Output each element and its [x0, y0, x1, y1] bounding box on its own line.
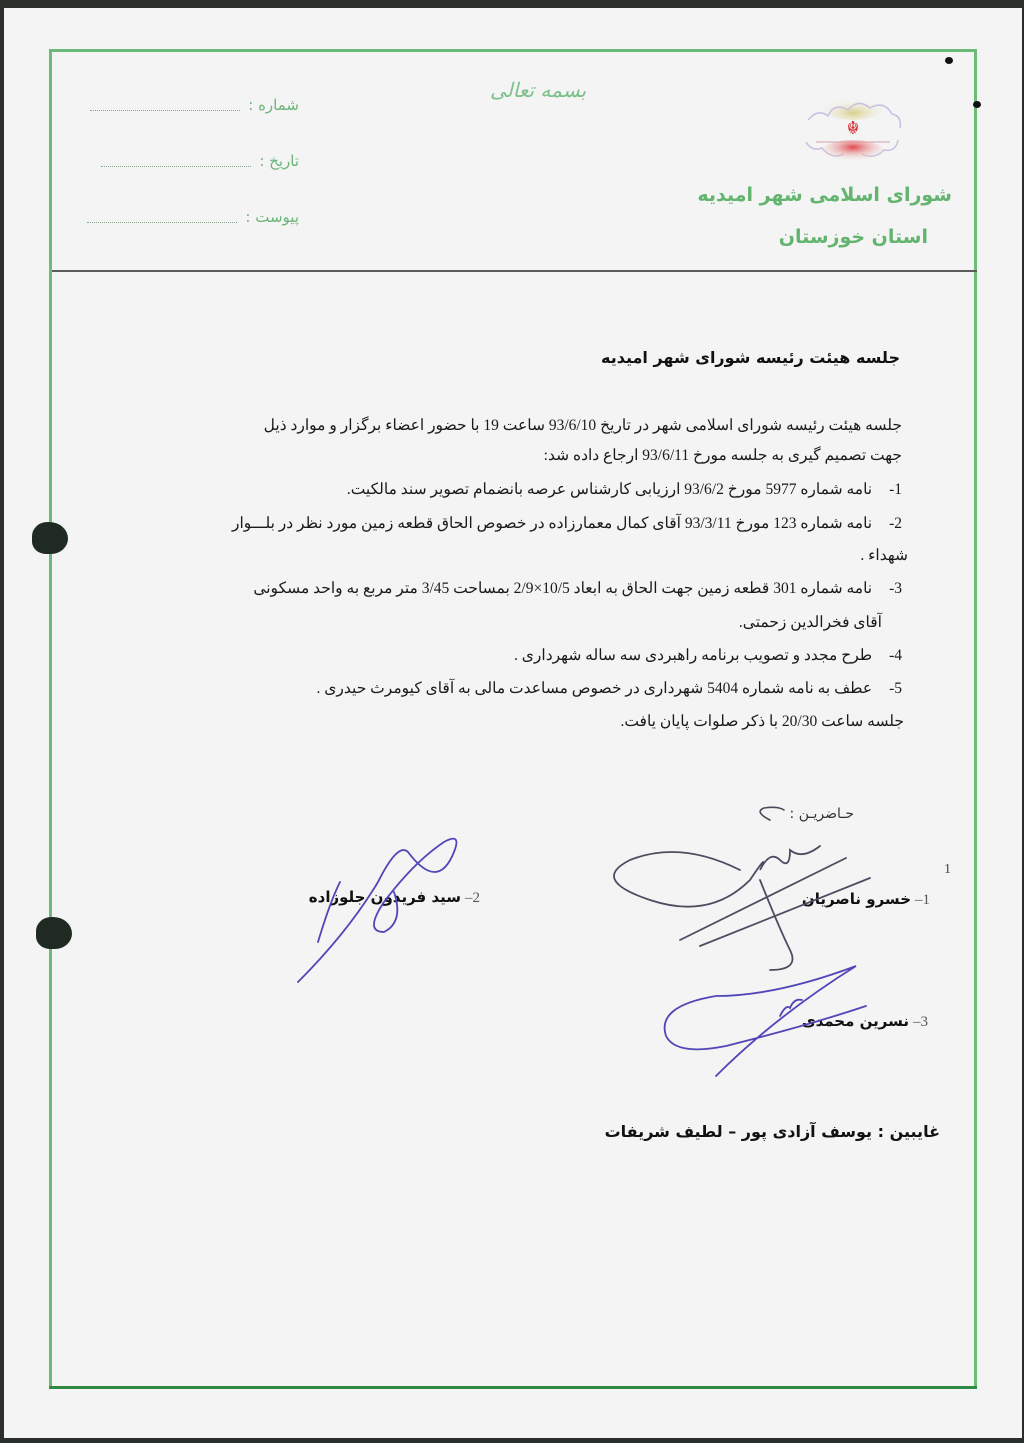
item-text: عطف به نامه شماره 5404 شهرداری در خصوص مساعدت مالی به آقای کیومرث حیدری . — [316, 680, 873, 697]
agenda-item — [162, 579, 902, 598]
field-label: شماره : — [248, 96, 299, 114]
field-label: تاریخ : — [259, 152, 299, 170]
item-text: نامه شماره 301 قطعه زمین جهت الحاق به ابعاد 10/5×2/9 بمساحت 3/45 متر مربع به واحد مسکونی — [253, 580, 873, 597]
svg-text:☬: ☬ — [846, 118, 860, 139]
attendee-number: 1– — [915, 892, 930, 908]
punch-hole-bottom — [36, 917, 72, 949]
intro-paragraph — [162, 411, 902, 471]
attendee-name: نسرین محمدی — [801, 1012, 909, 1030]
attendee-number: 3– — [913, 1014, 928, 1030]
attendee — [802, 890, 930, 909]
page-border-bottom — [49, 1386, 977, 1389]
intro-line: جهت تصمیم گیری به جلسه مورخ 93/6/11 ارجاع داده شد: — [543, 447, 902, 464]
organization-name: شورای اسلامی شهر امیدیه — [697, 184, 952, 206]
item-number: 2- — [889, 515, 902, 532]
item-number: 1- — [889, 481, 902, 498]
field-number — [90, 96, 299, 114]
field-label: پیوست : — [245, 208, 299, 226]
agenda-item — [162, 679, 902, 698]
item-text: طرح مجدد و تصویب برنامه راهبردی سه ساله شهرداری . — [514, 647, 873, 664]
attendee-name: خسرو ناصریان — [801, 890, 911, 908]
agenda-item — [162, 646, 902, 665]
absent-names: یوسف آزادی پور – لطیف شریفات — [604, 1122, 873, 1141]
agenda-item — [162, 480, 902, 499]
field-attachment — [87, 208, 299, 226]
invocation-calligraphy: بسمه تعالی — [490, 78, 587, 102]
attendee — [309, 888, 480, 907]
absent-label: غایبین : — [877, 1122, 940, 1141]
attendee — [802, 1012, 928, 1031]
attendee-number: 2– — [465, 890, 480, 906]
punch-hole-top — [32, 522, 68, 554]
item-text: نامه شماره 123 مورخ 93/3/11 آقای کمال معمارزاده در خصوص الحاق قطعه زمین مورد نظر در بلـــوار — [232, 515, 873, 532]
item-continuation: آقای فخرالدین زحمتی. — [738, 614, 882, 631]
field-date — [101, 152, 299, 170]
item-number: 5- — [889, 680, 902, 697]
field-blank — [90, 100, 240, 111]
item-number: 4- — [889, 647, 902, 664]
province-name: استان خوزستان — [778, 226, 928, 248]
attendees-label: حـاضریـن : — [789, 806, 854, 822]
header-divider — [52, 270, 977, 272]
iran-emblem-icon — [798, 90, 908, 170]
document-title: جلسه هیئت رئیسه شورای شهر امیدیه — [601, 348, 900, 367]
field-blank — [101, 156, 251, 167]
agenda-item — [162, 514, 902, 533]
item-text: نامه شماره 5977 مورخ 93/6/2 ارزیابی کارشناس عرصه بانضمام تصویر سند مالکیت. — [346, 481, 873, 498]
item-number: 3- — [889, 580, 902, 597]
item-continuation: شهداء . — [860, 547, 908, 564]
absent-line — [605, 1122, 940, 1141]
closing-line: جلسه ساعت 20/30 با ذکر صلوات پایان یافت. — [620, 713, 904, 730]
field-blank — [87, 212, 237, 223]
intro-line: جلسه هیئت رئیسه شورای اسلامی شهر در تاریخ 93/6/10 ساعت 19 با حضور اعضاء برگزار و موارد ذیل — [263, 417, 902, 434]
attendee-name: سید فریدون جلوزاده — [308, 888, 461, 906]
staple-mark — [945, 57, 953, 64]
stray-mark: 1 — [944, 862, 951, 877]
staple-mark — [973, 101, 981, 108]
